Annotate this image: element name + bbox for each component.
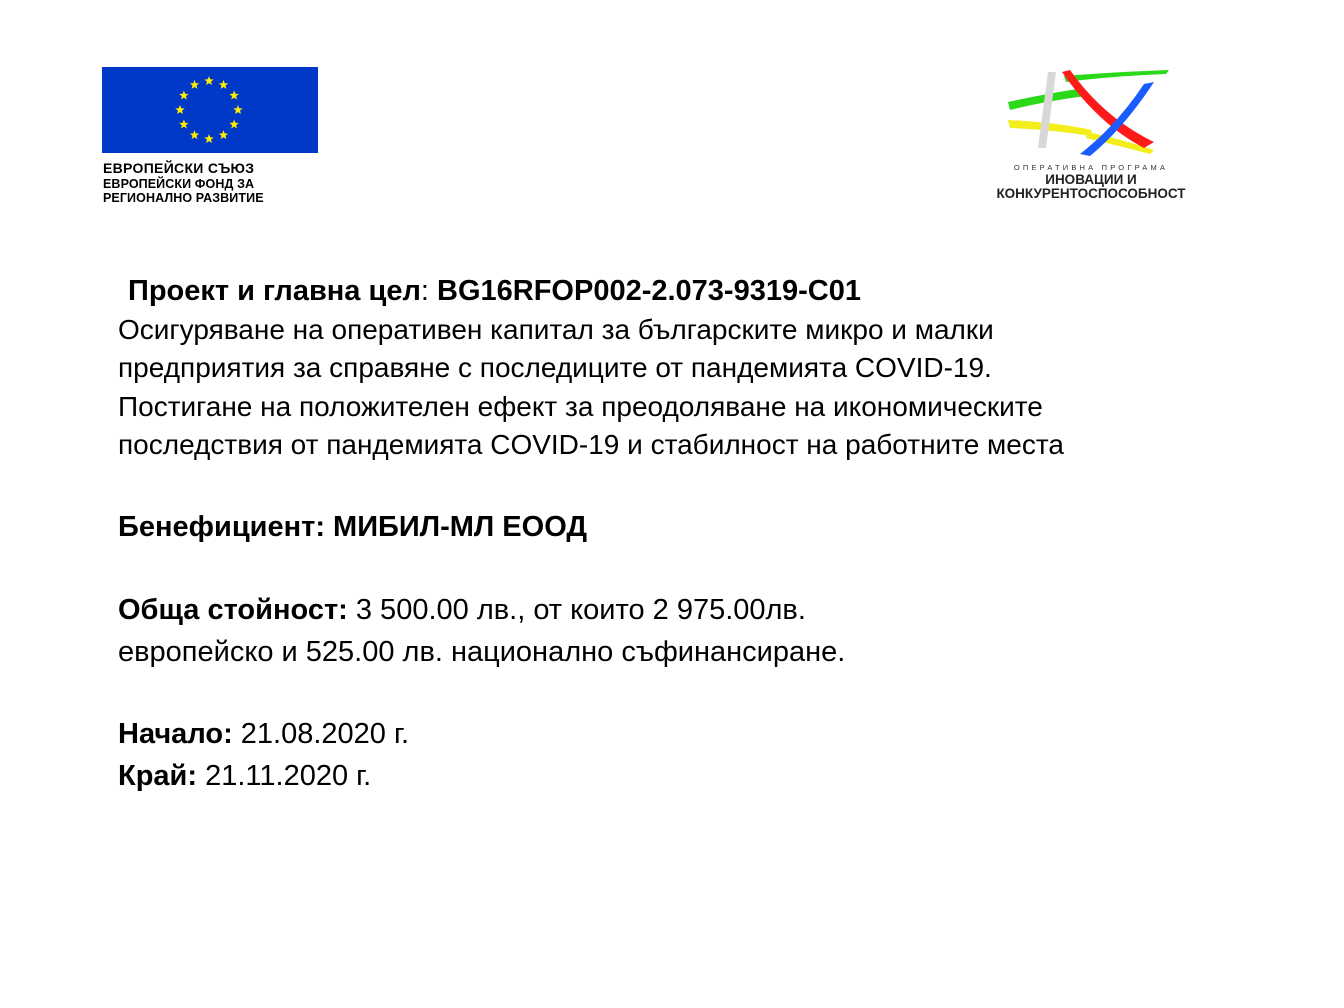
eu-flag-icon [102,67,318,153]
project-line-1: Осигуряване на оперативен капитал за българските микро и малки [118,314,994,345]
start-value: 21.08.2020 г. [240,718,410,750]
eu-fund-text: ЕВРОПЕЙСКИ ФОНД ЗА [103,177,255,191]
end-label: Край: [118,760,198,792]
eu-logo [102,67,332,207]
total-value: 3 500.00 лв., от които 2 975.00лв. [355,594,806,626]
total-line-2: европейско и 525.00 лв. национално съфинансиране. [118,636,846,668]
total-line-1 [118,596,806,625]
total-label: Обща стойност: [118,594,348,626]
beneficiary-label: Бенефициент: [118,511,325,543]
end-line [118,762,371,791]
opic-competitiveness-text: КОНКУРЕНТОСПОСОБНОСТ [996,186,1186,201]
start-line [118,720,409,749]
project-heading [128,277,861,306]
opic-logo [960,68,1225,208]
project-label: Проект и главна цел [128,275,421,307]
project-code: BG16RFOP002-2.073-9319-C01 [437,275,861,307]
project-line-2: предприятия за справяне с последиците от пандемията COVID-19. [118,352,992,383]
eu-regional-text: РЕГИОНАЛНО РАЗВИТИЕ [103,191,264,205]
beneficiary-line [118,513,587,542]
end-value: 21.11.2020 г. [205,760,372,792]
beneficiary-value: МИБИЛ-МЛ ЕООД [333,511,588,543]
opic-program-text: ОПЕРАТИВНА ПРОГРАМА [1013,163,1169,172]
project-separator: : [420,275,429,307]
project-line-4: последствия от пандемията COVID-19 и стабилност на работните места [118,429,1064,460]
opic-mark-icon [1004,68,1174,158]
start-label: Начало: [118,718,233,750]
project-line-3: Постигане на положителен ефект за преодоляване на икономическите [118,391,1043,422]
eu-union-text: ЕВРОПЕЙСКИ СЪЮЗ [103,160,255,176]
opic-innovations-text: ИНОВАЦИИ И [1045,172,1137,187]
